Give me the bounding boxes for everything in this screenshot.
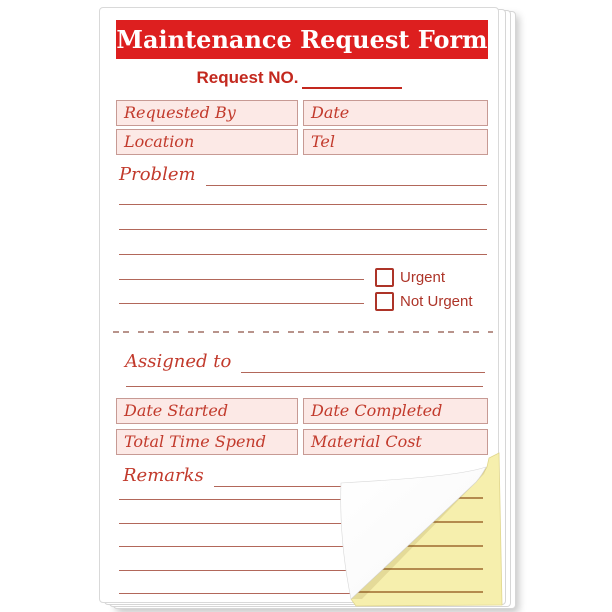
remarks-line-4[interactable] <box>119 546 487 547</box>
remarks-line-6[interactable] <box>119 593 487 594</box>
request-no-line[interactable] <box>302 69 402 89</box>
date-started-field[interactable]: Date Started <box>116 398 298 424</box>
problem-line-1[interactable] <box>206 169 487 186</box>
remarks-row <box>123 465 490 487</box>
work-fields-table <box>116 398 488 455</box>
remarks-line-2[interactable] <box>119 499 487 500</box>
problem-line-5[interactable] <box>119 279 364 280</box>
problem-line-2[interactable] <box>119 204 487 205</box>
assigned-to-line[interactable] <box>241 356 485 373</box>
section-divider <box>113 331 493 333</box>
request-no-label: Request NO. <box>196 68 299 87</box>
problem-line-6[interactable] <box>119 303 364 304</box>
urgent-label: Urgent <box>400 269 446 286</box>
not-urgent-label: Not Urgent <box>400 293 473 310</box>
problem-row <box>119 164 487 186</box>
form-title-banner <box>116 20 488 59</box>
remarks-line-5[interactable] <box>119 570 487 571</box>
remarks-line-3[interactable] <box>119 523 487 524</box>
total-time-spend-field[interactable]: Total Time Spend <box>116 429 298 455</box>
requested-by-field[interactable]: Requested By <box>116 100 298 126</box>
request-no-row <box>100 63 498 89</box>
location-field[interactable]: Location <box>116 129 298 155</box>
urgent-checkbox[interactable] <box>375 268 394 287</box>
problem-line-4[interactable] <box>119 254 487 255</box>
assigned-to-label: Assigned to <box>125 351 232 372</box>
remarks-label: Remarks <box>123 465 204 486</box>
problem-label: Problem <box>119 164 196 185</box>
header-fields-table <box>116 100 488 155</box>
date-completed-field[interactable]: Date Completed <box>303 398 488 424</box>
assigned-to-line-2[interactable] <box>126 386 483 387</box>
maintenance-form-sheet <box>99 7 499 603</box>
tel-field[interactable]: Tel <box>303 129 488 155</box>
remarks-line-1[interactable] <box>214 470 490 487</box>
problem-line-3[interactable] <box>119 229 487 230</box>
assigned-to-row <box>125 351 485 373</box>
material-cost-field[interactable]: Material Cost <box>303 429 488 455</box>
form-title: Maintenance Request Form <box>116 25 488 54</box>
date-field[interactable]: Date <box>303 100 488 126</box>
not-urgent-checkbox[interactable] <box>375 292 394 311</box>
